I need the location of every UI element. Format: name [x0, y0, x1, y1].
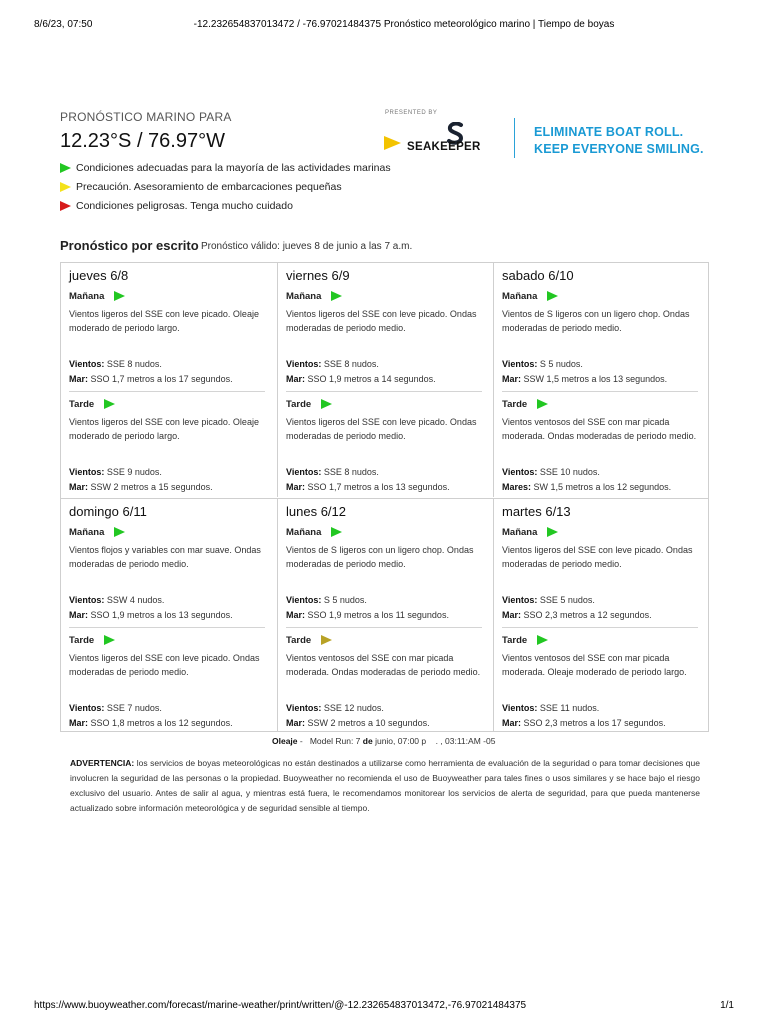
ad-brand: SEAKEEPER [407, 141, 481, 153]
period-stats [286, 593, 486, 623]
day-card [61, 498, 277, 732]
ad-presented-by: PRESENTED BY [385, 110, 438, 116]
wind-label: Vientos: [69, 467, 105, 477]
legend-text: Condiciones adecuadas para la mayoría de las actividades marinas [76, 161, 391, 174]
period-description: Vientos ligeros del SSE con leve picado. Oleaje moderado de periodo largo. [69, 309, 259, 333]
green-flag-icon [114, 527, 125, 537]
sea-label: Mar: [286, 718, 306, 728]
sea-label: Mar: [286, 610, 306, 620]
wind-value: SSE 11 nudos. [539, 703, 600, 713]
period-description: Vientos ligeros del SSE con leve picado. Ondas moderadas de periodo medio. [286, 309, 477, 333]
period-afternoon [69, 633, 269, 731]
legend-item-good [60, 158, 391, 177]
wind-value: SSE 7 nudos. [106, 703, 162, 713]
wind-value: SSE 8 nudos. [323, 467, 379, 477]
legend-item-caution [60, 177, 391, 196]
day-name: martes 6/13 [502, 504, 571, 519]
green-flag-icon [321, 399, 332, 409]
green-flag-icon [537, 399, 548, 409]
period-label: Mañana [69, 526, 105, 538]
period-morning [502, 289, 702, 387]
model-run-dash: - [299, 736, 303, 746]
print-page-number: 1/1 [720, 1000, 734, 1011]
sea-label: Mares: [502, 482, 532, 492]
period-morning [69, 289, 269, 387]
period-stats [69, 357, 269, 387]
warning-text: los servicios de boyas meteorológicas no están destinados a utilizarse como herramienta de evaluación de la seguridad o para tomar decisiones que involucren la seguridad de las personas o la propiedad. Buoyweather no recomienda el uso de Buoyweather para tales fines o usos similares y se hace bajo el riesgo exclusivo del usuario. Antes de salir al agua, y mientras está fuera, le recomendamos monitorear los servicios de alerta de seguridad, para que pueda mantenerse actualizado sobre información meteorológica y de seguridad sensible al tiempo. [70, 758, 700, 813]
period-description: Vientos ventosos del SSE con mar picada moderada. Ondas moderadas de periodo medio. [502, 417, 697, 441]
green-flag-icon [331, 527, 342, 537]
green-flag-icon [60, 163, 71, 173]
day-card [277, 498, 493, 732]
green-flag-icon [547, 291, 558, 301]
period-label: Tarde [69, 634, 95, 646]
sea-label: Mar: [69, 718, 89, 728]
wind-value: SSW 4 nudos. [106, 595, 165, 605]
wind-value: S 5 nudos. [539, 359, 583, 369]
period-morning [286, 289, 486, 387]
wind-label: Vientos: [502, 467, 538, 477]
model-run-time: . , 03:11:AM -05 [435, 736, 496, 746]
print-url: https://www.buoyweather.com/forecast/marine-weather/print/written/@-12.232654837013472,-76.97021484375 [34, 1000, 527, 1011]
wind-label: Vientos: [286, 703, 322, 713]
period-afternoon [286, 397, 486, 495]
period-stats [69, 593, 269, 623]
period-stats [286, 465, 486, 495]
model-run-info [272, 736, 495, 746]
ad-slogan-line1: ELIMINATE BOAT ROLL. [534, 125, 684, 139]
wind-label: Vientos: [502, 595, 538, 605]
green-flag-icon [537, 635, 548, 645]
ad-slogan [534, 124, 704, 158]
sea-label: Mar: [502, 718, 522, 728]
print-footer [0, 990, 768, 1024]
wind-label: Vientos: [502, 703, 538, 713]
green-flag-icon [331, 291, 342, 301]
period-description: Vientos ligeros del SSE con leve picado. Ondas moderadas de periodo medio. [69, 653, 260, 677]
period-divider [286, 627, 482, 628]
green-flag-icon [114, 291, 125, 301]
wind-label: Vientos: [69, 595, 105, 605]
period-stats [69, 465, 269, 495]
period-divider [502, 391, 698, 392]
period-stats [502, 357, 702, 387]
sea-label: Mar: [69, 482, 89, 492]
period-label: Mañana [286, 526, 322, 538]
period-label: Tarde [502, 398, 528, 410]
period-afternoon [286, 633, 486, 731]
bolt-icon [384, 136, 401, 150]
wind-label: Vientos: [502, 359, 538, 369]
period-divider [69, 391, 265, 392]
wind-value: SSE 12 nudos. [323, 703, 384, 713]
day-card [277, 263, 493, 497]
sea-value: SSO 2,3 metros a los 17 segundos. [523, 718, 666, 728]
period-description: Vientos ventosos del SSE con mar picada moderada. Oleaje moderado de periodo largo. [502, 653, 687, 677]
model-run-text: Model Run: 7 [309, 736, 361, 746]
sea-value: SSW 2 metros a 10 segundos. [307, 718, 430, 728]
sea-value: SSW 2 metros a 15 segundos. [90, 482, 213, 492]
period-label: Mañana [502, 290, 538, 302]
print-header [0, 0, 768, 50]
period-morning [286, 525, 486, 623]
sea-label: Mar: [69, 610, 89, 620]
period-label: Tarde [69, 398, 95, 410]
sea-value: SSO 2,3 metros a 12 segundos. [523, 610, 652, 620]
sea-value: SSO 1,9 metros a los 11 segundos. [307, 610, 449, 620]
wind-value: SSE 8 nudos. [106, 359, 162, 369]
legend-item-danger [60, 196, 391, 215]
forecast-grid [60, 262, 709, 732]
period-label: Tarde [286, 634, 312, 646]
conditions-legend [60, 158, 391, 215]
wind-label: Vientos: [286, 359, 322, 369]
wind-label: Vientos: [286, 595, 322, 605]
sponsor-ad[interactable] [384, 108, 714, 163]
model-run-de: de [362, 736, 373, 746]
print-title: -12.232654837013472 / -76.97021484375 Pronóstico meteorológico marino | Tiempo de boyas [193, 19, 615, 30]
print-date: 8/6/23, 07:50 [34, 19, 93, 30]
warning-disclaimer [70, 756, 700, 816]
sea-value: SSO 1,9 metros a los 13 segundos. [90, 610, 233, 620]
legend-text: Condiciones peligrosas. Tenga mucho cuidado [76, 199, 293, 212]
sea-label: Mar: [286, 374, 306, 384]
period-afternoon [502, 633, 702, 731]
day-card [493, 263, 708, 497]
model-run-label: Oleaje [272, 736, 298, 746]
period-description: Vientos ligeros del SSE con leve picado. Oleaje moderado de periodo largo. [69, 417, 259, 441]
sea-value: SSO 1,7 metros a los 17 segundos. [90, 374, 233, 384]
period-description: Vientos de S ligeros con un ligero chop. Ondas moderadas de periodo medio. [502, 309, 690, 333]
period-afternoon [502, 397, 702, 495]
sea-value: SSO 1,8 metros a los 12 segundos. [90, 718, 233, 728]
wind-value: SSE 10 nudos. [539, 467, 600, 477]
period-description: Vientos ventosos del SSE con mar picada moderada. Ondas moderadas de periodo medio. [286, 653, 481, 677]
sea-label: Mar: [69, 374, 89, 384]
period-divider [502, 627, 698, 628]
period-stats [502, 701, 702, 731]
green-flag-icon [104, 399, 115, 409]
period-label: Mañana [502, 526, 538, 538]
period-morning [69, 525, 269, 623]
ad-slogan-line2: KEEP EVERYONE SMILING. [534, 142, 704, 156]
sea-label: Mar: [502, 610, 522, 620]
day-card [493, 498, 708, 732]
forecast-heading: PRONÓSTICO MARINO PARA [60, 110, 232, 124]
day-name: jueves 6/8 [69, 268, 129, 283]
sea-label: Mar: [286, 482, 306, 492]
wind-value: SSE 5 nudos. [539, 595, 595, 605]
yellow-flag-icon [60, 182, 71, 192]
coordinates-title: 12.23°S / 76.97°W [60, 130, 225, 152]
green-flag-icon [104, 635, 115, 645]
sea-value: SSW 1,5 metros a los 13 segundos. [523, 374, 668, 384]
period-description: Vientos flojos y variables con mar suave. Ondas moderadas de periodo medio. [69, 545, 261, 569]
wind-label: Vientos: [286, 467, 322, 477]
period-label: Mañana [286, 290, 322, 302]
period-stats [502, 465, 702, 495]
period-description: Vientos ligeros del SSE con leve picado. Ondas moderadas de periodo medio. [286, 417, 477, 441]
period-stats [286, 357, 486, 387]
period-stats [502, 593, 702, 623]
day-name: domingo 6/11 [69, 504, 147, 519]
red-flag-icon [60, 201, 71, 211]
period-morning [502, 525, 702, 623]
period-divider [69, 627, 265, 628]
period-stats [69, 701, 269, 731]
day-name: viernes 6/9 [286, 268, 350, 283]
period-label: Mañana [69, 290, 105, 302]
sea-value: SSO 1,9 metros a 14 segundos. [307, 374, 436, 384]
sea-label: Mar: [502, 374, 522, 384]
period-divider [286, 391, 482, 392]
written-forecast-title: Pronóstico por escrito [60, 238, 199, 253]
day-name: lunes 6/12 [286, 504, 346, 519]
period-label: Tarde [502, 634, 528, 646]
wind-label: Vientos: [69, 703, 105, 713]
period-stats [286, 701, 486, 731]
period-description: Vientos de S ligeros con un ligero chop. Ondas moderadas de periodo medio. [286, 545, 474, 569]
green-flag-icon [547, 527, 558, 537]
legend-text: Precaución. Asesoramiento de embarcaciones pequeñas [76, 180, 342, 193]
wind-value: S 5 nudos. [323, 595, 367, 605]
forecast-valid-text: Pronóstico válido: jueves 8 de junio a las 7 a.m. [201, 241, 413, 252]
model-run-date: junio, 07:00 p [375, 736, 427, 746]
warning-label: ADVERTENCIA: [70, 758, 135, 768]
wind-value: SSE 8 nudos. [323, 359, 379, 369]
wind-value: SSE 9 nudos. [106, 467, 162, 477]
day-card [61, 263, 277, 497]
caution-flag-icon [321, 635, 332, 645]
period-afternoon [69, 397, 269, 495]
sea-value: SW 1,5 metros a los 12 segundos. [533, 482, 672, 492]
sea-value: SSO 1,7 metros a los 13 segundos. [307, 482, 450, 492]
ad-divider [514, 118, 515, 158]
period-label: Tarde [286, 398, 312, 410]
period-description: Vientos ligeros del SSE con leve picado. Ondas moderadas de periodo medio. [502, 545, 693, 569]
wind-label: Vientos: [69, 359, 105, 369]
day-name: sabado 6/10 [502, 268, 574, 283]
